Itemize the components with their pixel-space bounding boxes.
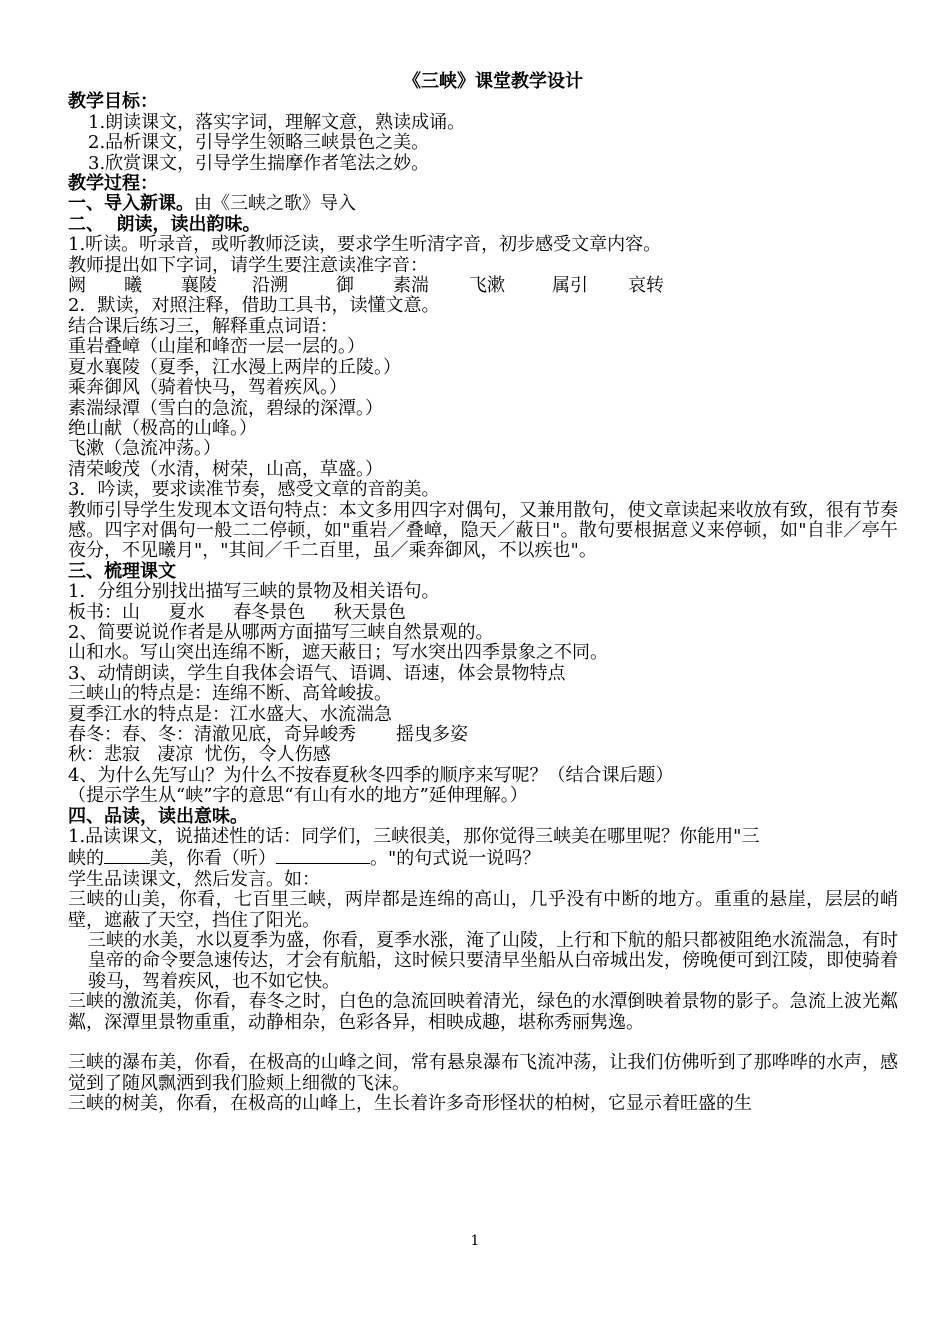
document-body	[68, 72, 898, 1114]
definition-item: 夏水襄陵（夏季，江水漫上两岸的丘陵。）	[68, 356, 401, 378]
word: 哀转	[628, 275, 664, 297]
example-paragraph: 三峡的水美，水以夏季为盛，你看，夏季水涨，淹了山陵，上行和下航的船只都被阻绝水流湍急，有时皇帝的命令要急速传达，才会有航船，这时候只要清早坐船从白帝城出发，傍晚便可到江陵，即使骑着骏马，驾着疾风，也不如它快。	[88, 930, 898, 992]
section-2-heading: 二、 朗读，读出韵味。	[68, 213, 261, 235]
section-2-line: 2．默读，对照注释，借助工具书，读懂文意。	[68, 295, 440, 317]
section-3-line: 3、动情朗读，学生自我体会语气、语调、语速，体会景物特点	[68, 662, 566, 684]
example-paragraph: 三峡的激流美，你看，春冬之时，白色的急流回映着清光，绿色的水潭倒映着景物的影子。急流上波光粼粼，深潭里景物重重，动静相杂，色彩各异，相映成趣，堪称秀丽隽逸。	[68, 991, 898, 1033]
goals-heading: 教学目标：	[68, 91, 158, 113]
definition-item: 清荣峻茂（水清，树荣，山高，草盛。）	[68, 458, 383, 480]
word: 阙	[68, 275, 86, 297]
section-3-heading: 三、梳理课文	[68, 560, 176, 582]
section-4-question-cont	[68, 847, 898, 869]
word: 飞漱	[469, 275, 505, 297]
section-4-intro: 学生品读课文，然后发言。如：	[68, 868, 320, 890]
section-2-line: 结合课后练习三，解释重点词语：	[68, 315, 338, 337]
page-number: 1	[470, 1233, 480, 1249]
section-3-line: 三峡山的特点是：连绵不断、高耸峻拔。	[68, 683, 392, 705]
section-3-line: 山和水。写山突出连绵不断，遮天蔽日；写水突出四季景象之不同。	[68, 642, 608, 664]
section-3-line: 春冬：春、冬：清澈见底，奇异峻秀 摇曳多姿	[68, 724, 469, 745]
section-3-line: 2、简要说说作者是从哪两方面描写三峡自然景观的。	[68, 621, 494, 643]
definition-item: 重岩叠嶂（山崖和峰峦一层一层的。）	[68, 336, 365, 358]
word: 素湍	[393, 275, 429, 297]
goal-item: 2.品析课文，引导学生领略三峡景色之美。	[88, 132, 430, 154]
section-3-line: （提示学生从“峡”字的意思“有山有水的地方”延伸理解。）	[68, 785, 528, 807]
section-2-line: 教师提出如下字词，请学生要注意读准字音：	[68, 254, 428, 276]
pronunciation-word-list	[68, 276, 898, 296]
section-3-line: 板书：山 夏水 春冬景色 秋天景色	[68, 601, 406, 623]
word: 襄陵	[181, 275, 217, 297]
section-4-question: 1.品读课文，说描述性的话：同学们，三峡很美，那你觉得三峡美在哪里呢？你能用"三	[68, 826, 760, 848]
word: 属引	[552, 275, 588, 297]
definition-item: 绝山献（极高的山峰。）	[68, 417, 257, 439]
rhythm-paragraph: 教师引导学生发现本文语句特点：本文多用四字对偶句，又兼用散句，使文章读起来收放有致，很有节奏感。四字对偶句一般二二停顿，如"重岩／叠嶂，隐天／蔽日"。散句要根据意义来停顿，如"自非／亭午夜分，不见曦月"，"其间／千二百里，虽／乘奔御风，不以疾也"。	[68, 499, 898, 562]
question-text: 。"的句式说一说吗？	[370, 848, 541, 870]
fill-blank	[104, 847, 150, 864]
section-3-line: 秋：悲寂 凄凉 忧伤，令人伤感	[68, 744, 331, 766]
section-1-heading: 一、导入新课。	[68, 193, 194, 215]
question-text: 美，你看（听）	[150, 848, 276, 870]
section-1-text: 由《三峡之歌》导入	[194, 193, 356, 215]
fill-blank	[276, 847, 370, 864]
definition-item: 素湍绿潭（雪白的急流，碧绿的深潭。）	[68, 397, 383, 419]
section-4-heading: 四、品读，读出意味。	[68, 805, 248, 827]
example-paragraph: 三峡的山美，你看，七百里三峡，两岸都是连绵的高山，几乎没有中断的地方。重重的悬崖，层层的峭壁，遮蔽了天空，挡住了阳光。	[68, 889, 898, 931]
document-title: 《三峡》课堂教学设计	[403, 71, 583, 92]
goal-item: 1.朗读课文，落实字词，理解文意，熟读成诵。	[88, 111, 466, 133]
blank-line	[68, 1033, 898, 1053]
section-2-line: 1.听读。听录音，或听教师泛读，要求学生听清字音，初步感受文章内容。	[68, 234, 662, 256]
section-3-line: 夏季江水的特点是：江水盛大、水流湍急	[68, 703, 392, 725]
goal-item: 3.欣赏课文，引导学生揣摩作者笔法之妙。	[88, 152, 430, 174]
word: 沿溯	[252, 275, 288, 297]
example-paragraph: 三峡的树美，你看，在极高的山峰上，生长着许多奇形怪状的柏树，它显示着旺盛的生	[68, 1092, 752, 1114]
section-2-line: 3．吟读，要求读准节奏，感受文章的音韵美。	[68, 479, 440, 501]
section-3-line: 4、为什么先写山？为什么不按春夏秋冬四季的顺序来写呢？（结合课后题）	[68, 764, 674, 786]
question-text: 峡的	[68, 848, 104, 870]
definition-item: 乘奔御风（骑着快马，驾着疾风。）	[68, 377, 347, 399]
word: 御	[336, 275, 354, 297]
section-3-line: 1．分组分别找出描写三峡的景物及相关语句。	[68, 581, 440, 603]
process-heading: 教学过程：	[68, 173, 158, 195]
word: 曦	[124, 275, 142, 297]
definition-item: 飞漱（急流冲荡。）	[68, 438, 221, 460]
example-paragraph: 三峡的瀑布美，你看，在极高的山峰之间，常有悬泉瀑布飞流冲荡，让我们仿佛听到了那哗哗的水声，感觉到了随风飘洒到我们脸颊上细微的飞沫。	[68, 1052, 898, 1094]
section-1	[68, 194, 898, 214]
